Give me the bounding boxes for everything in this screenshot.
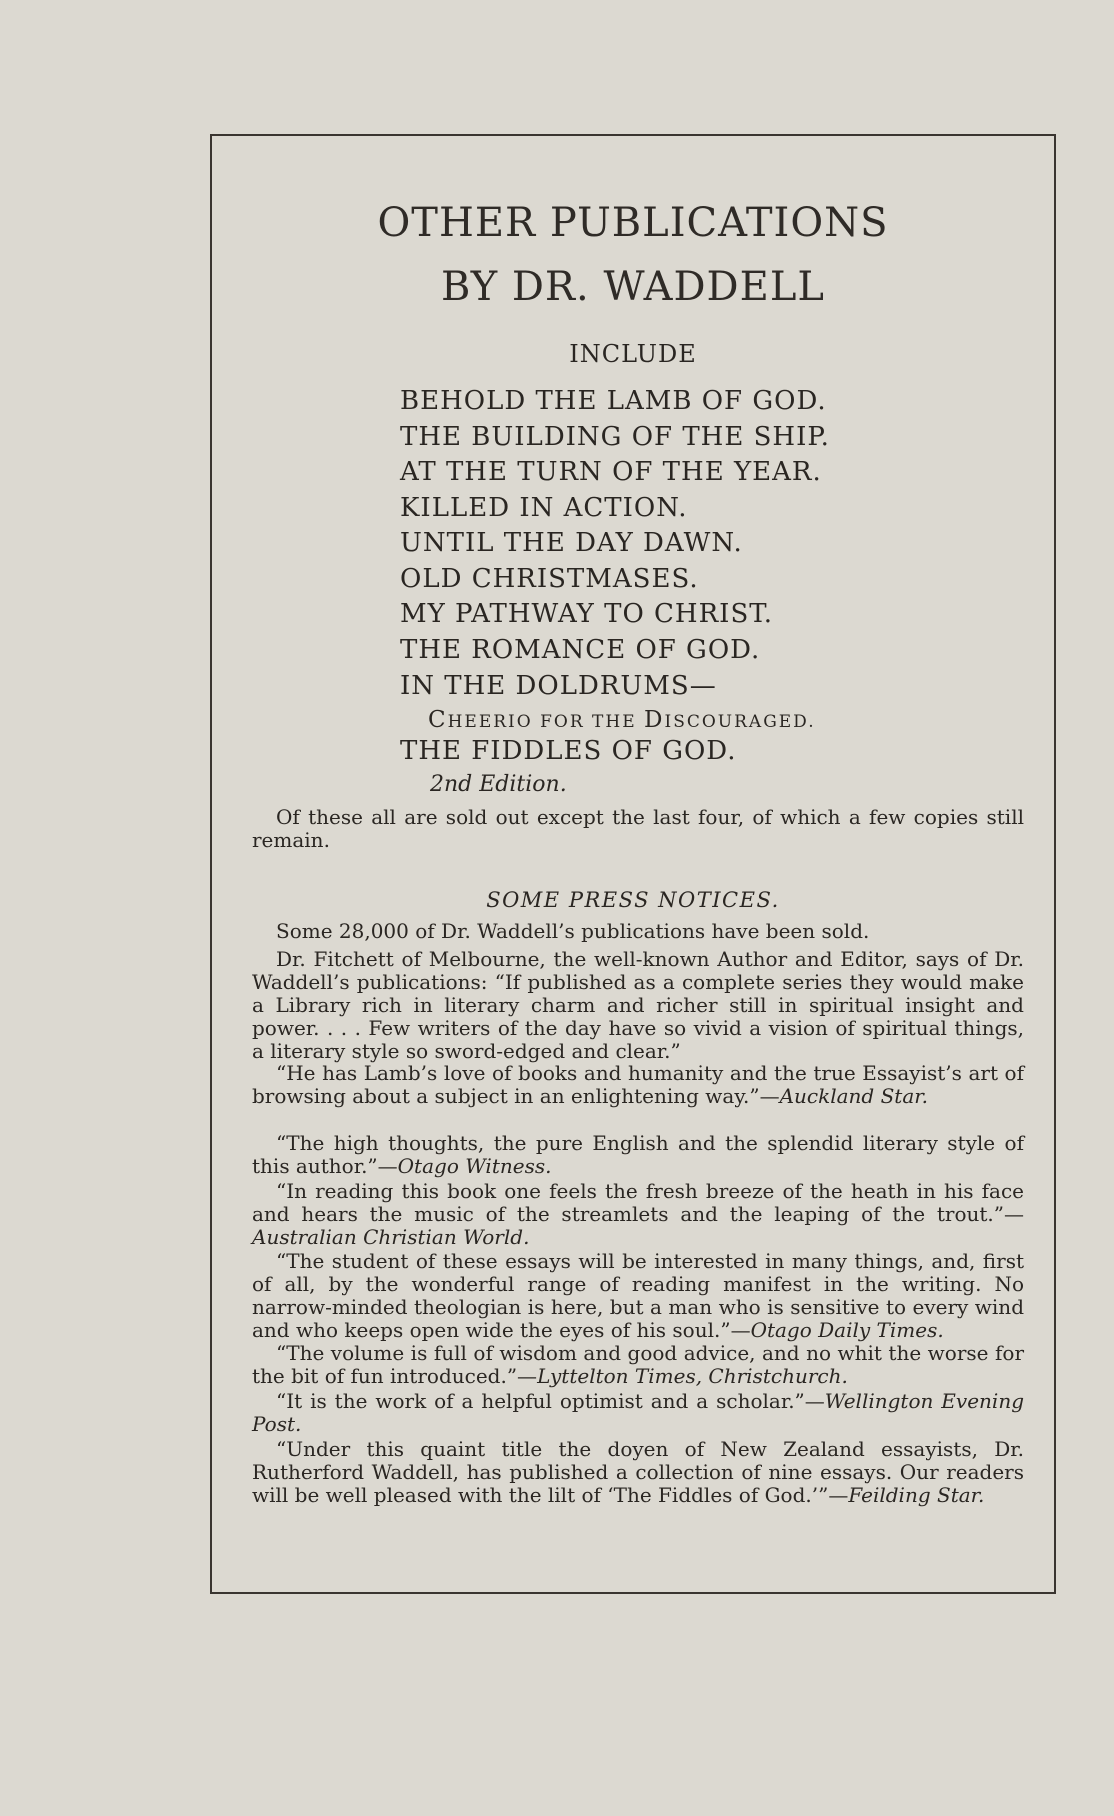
- publication-item: KILLED IN ACTION.: [400, 493, 688, 523]
- press-notices-heading: SOME PRESS NOTICES.: [486, 888, 780, 912]
- press-notice: “In reading this book one feels the fresh breeze of the heath in his face and hears the music of the streamlets and the leaping of the trout.”—Australian Christian World.: [252, 1179, 1024, 1249]
- sales-note: Some 28,000 of Dr. Waddell’s publications have been sold.: [276, 919, 870, 943]
- press-notice: “He has Lamb’s love of books and humanity and the true Essayist’s art of browsing about a subject in an enlightening way.”—Auckland Star.: [252, 1061, 1024, 1108]
- press-notice: “The student of these essays will be interested in many things, and, first of all, by the wonderful range of reading manifest in the writing. No narrow-minded theologian is here, but a man who is sensitive to every wind and who keeps open wide the eyes of his soul.”—Otago Daily Times.: [252, 1249, 1024, 1342]
- publication-item: UNTIL THE DAY DAWN.: [400, 528, 743, 558]
- availability-note: Of these all are sold out except the last four, of which a few copies still remain.: [252, 805, 1024, 852]
- press-notice: “The volume is full of wisdom and good advice, and no whit the worse for the bit of fun introduced.”—Lyttelton Times, Christchurch.: [252, 1341, 1024, 1388]
- press-notice: “The high thoughts, the pure English and the splendid literary style of this author.”—Otago Witness.: [252, 1131, 1024, 1178]
- publication-item: AT THE TURN OF THE YEAR.: [400, 457, 822, 487]
- page-title-line-2: BY DR. WADDELL: [441, 264, 825, 310]
- publication-item: THE ROMANCE OF GOD.: [400, 635, 761, 665]
- page-border-frame: [210, 134, 1056, 1594]
- publication-subtitle: CHEERIO FOR THE DISCOURAGED.: [428, 707, 816, 733]
- publication-item: THE FIDDLES OF GOD.: [400, 736, 737, 766]
- press-notice: “Under this quaint title the doyen of New Zealand essayists, Dr. Rutherford Waddell, has published a collection of nine essays. Our readers will be well pleased with the lilt of ‘The Fiddles of God.’”—Feilding Star.: [252, 1437, 1024, 1507]
- publication-item: MY PATHWAY TO CHRIST.: [400, 599, 774, 629]
- publication-item: THE BUILDING OF THE SHIP.: [400, 422, 830, 452]
- edition-note: 2nd Edition.: [430, 772, 567, 797]
- publication-item: OLD CHRISTMASES.: [400, 564, 699, 594]
- press-notice: “It is the work of a helpful optimist and a scholar.”—Wellington Evening Post.: [252, 1389, 1024, 1436]
- include-label: INCLUDE: [569, 340, 697, 368]
- press-notice: Dr. Fitchett of Melbourne, the well-known Author and Editor, says of Dr. Waddell’s publications: “If published as a complete series they would make a Library rich in literary charm and richer still in spiritual insight and power. . . . Few writers of the day have so vivid a vision of spiritual things, a literary style so sword-edged and clear.”: [252, 947, 1024, 1063]
- publication-item: BEHOLD THE LAMB OF GOD.: [400, 386, 827, 416]
- publication-item: IN THE DOLDRUMS—: [400, 671, 717, 701]
- page-title-line-1: OTHER PUBLICATIONS: [377, 200, 889, 246]
